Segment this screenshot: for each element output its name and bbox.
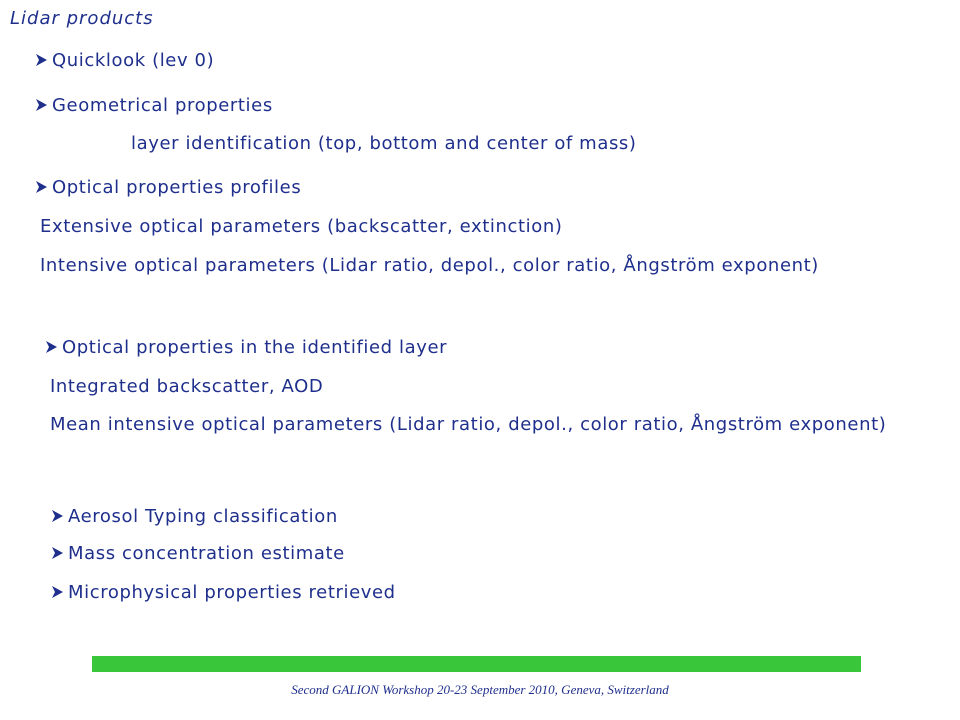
arrowhead-bullet-icon [34, 98, 50, 112]
bullet-label: Mass concentration estimate [68, 543, 345, 564]
bullet-item-optical-properties-layer [44, 337, 447, 358]
bullet-label: Geometrical properties [52, 95, 273, 116]
slide-title: Lidar products [10, 8, 154, 29]
bullet-item-optical-properties-profiles [34, 177, 301, 198]
sub-item-mean-intensive-parameters: Mean intensive optical parameters (Lidar ratio, depol., color ratio, Ångström exponent) [50, 414, 887, 435]
bullet-item-microphysical-properties [50, 582, 396, 603]
sub-item-integrated-backscatter: Integrated backscatter, AOD [50, 376, 324, 397]
arrowhead-bullet-icon [34, 53, 50, 67]
bullet-item-geometrical-properties [34, 95, 273, 116]
arrowhead-bullet-icon [44, 340, 60, 354]
arrowhead-bullet-icon [50, 585, 66, 599]
arrowhead-bullet-icon [34, 180, 50, 194]
arrowhead-bullet-icon [50, 509, 66, 523]
sub-item-intensive-parameters: Intensive optical parameters (Lidar ratio, depol., color ratio, Ångström exponent) [40, 255, 819, 276]
bullet-label: Aerosol Typing classification [68, 506, 338, 527]
footer-accent-bar [92, 656, 861, 672]
bullet-item-aerosol-typing [50, 506, 338, 527]
sub-item-layer-identification: layer identification (top, bottom and center of mass) [131, 133, 637, 154]
sub-item-extensive-parameters: Extensive optical parameters (backscatter, extinction) [40, 216, 563, 237]
bullet-label: Microphysical properties retrieved [68, 582, 396, 603]
bullet-label: Optical properties profiles [52, 177, 302, 198]
footer-caption: Second GALION Workshop 20-23 September 2010, Geneva, Switzerland [291, 682, 669, 697]
bullet-item-quicklook [34, 50, 214, 71]
bullet-label: Quicklook (lev 0) [52, 50, 215, 71]
bullet-label: Optical properties in the identified layer [62, 337, 448, 358]
arrowhead-bullet-icon [50, 546, 66, 560]
bullet-item-mass-concentration [50, 543, 345, 564]
